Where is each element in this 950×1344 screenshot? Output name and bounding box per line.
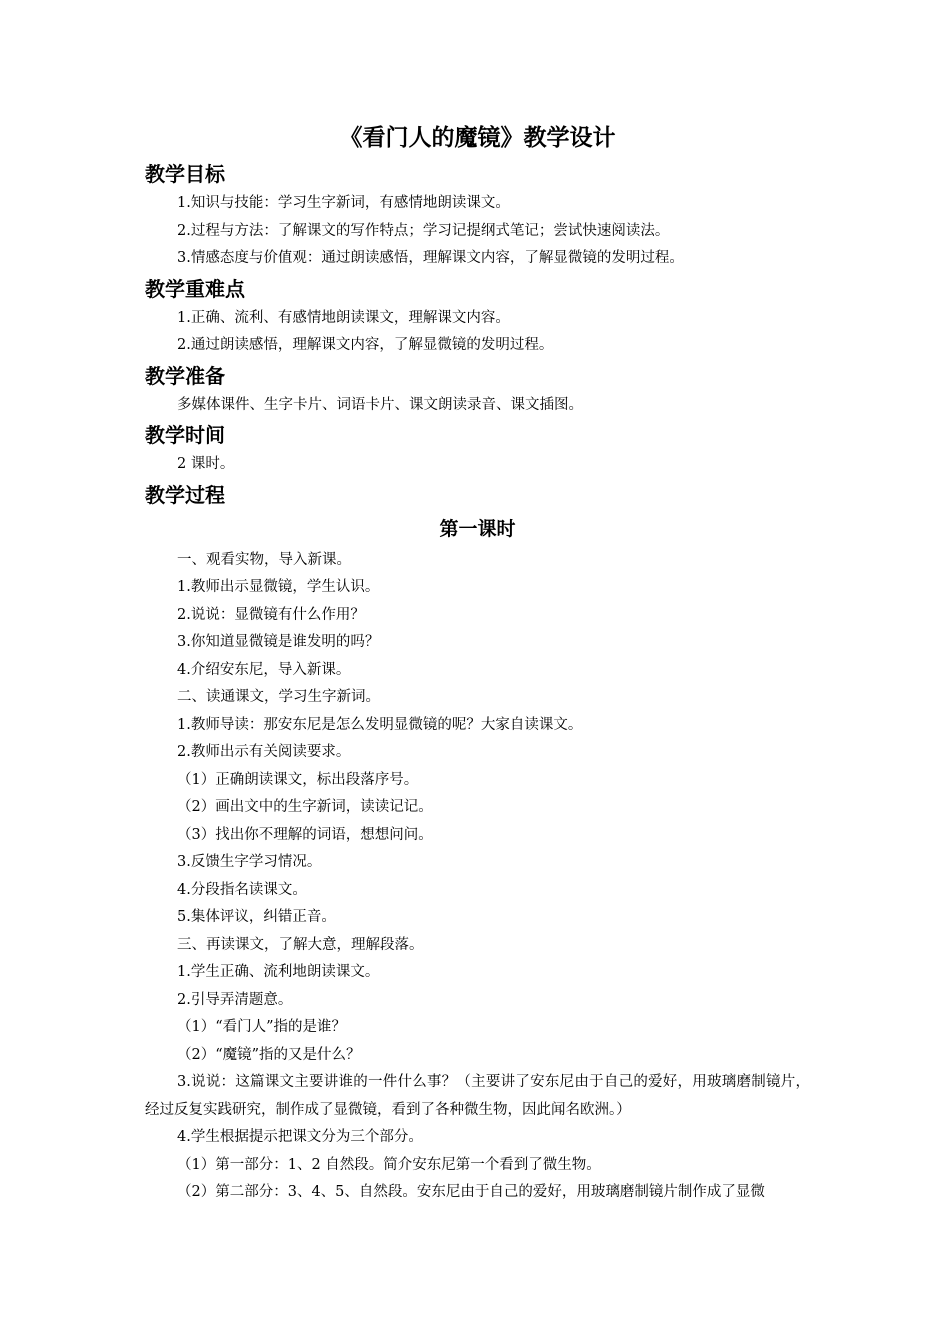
process-item: 2.说说：显微镜有什么作用？ [177,606,365,623]
process-item: 二、读通课文，学习生字新词。 [177,689,380,705]
section-heading-time: 教学时间 [145,423,225,447]
process-item: （2）画出文中的生字新词，读读记记。 [177,799,433,815]
key-point-item: 2.通过朗读感悟，理解课文内容，了解显微镜的发明过程。 [177,337,554,353]
section-heading-key-points: 教学重难点 [145,276,245,301]
goal-item: 3.情感态度与价值观：通过朗读感悟，理解课文内容，了解显微镜的发明过程。 [177,250,684,266]
section-heading-goals: 教学目标 [145,162,225,186]
key-point-item: 1.正确、流利、有感情地朗读课文，理解课文内容。 [177,309,510,326]
process-item: 3.说说：这篇课文主要讲谁的一件什么事？（主要讲了安东尼由于自己的爱好，用玻璃磨制镜片，经过反复实践研究，制作成了显微镜，看到了各种微生物，因此闻名欧洲。） [145,1074,810,1118]
process-item: 1.教师导读：那安东尼是怎么发明显微镜的呢？大家自读课文。 [177,716,583,733]
goal-item: 2.过程与方法：了解课文的写作特点；学习记提纲式笔记；尝试快速阅读法。 [177,222,670,239]
goal-item: 1.知识与技能：学习生字新词，有感情地朗读课文。 [177,195,510,211]
process-item: 4.学生根据提示把课文分为三个部分。 [177,1129,423,1145]
process-item: （3）找出你不理解的词语，想想问问。 [177,826,433,843]
time-item: 2 课时。 [177,456,235,472]
lesson-title: 第一课时 [439,517,516,540]
process-item: 4.分段指名读课文。 [177,881,307,898]
process-item: （2）“魔镜”指的又是什么？ [177,1046,361,1063]
process-item: 三、再读课文，了解大意，理解段落。 [177,936,424,953]
process-item: （1）“看门人”指的是谁？ [177,1019,347,1035]
process-item: 2.教师出示有关阅读要求。 [177,744,351,760]
process-item: （1）正确朗读课文，标出段落序号。 [177,771,419,788]
process-item: 5.集体评议，纠错正音。 [177,909,336,925]
process-item: 4.介绍安东尼，导入新课。 [177,661,351,678]
process-item: （2）第二部分：3、4、5、自然段。安东尼由于自己的爱好，用玻璃磨制镜片制作成了显微 [177,1184,765,1200]
preparation-item: 多媒体课件、生字卡片、词语卡片、课文朗读录音、课文插图。 [177,396,583,413]
process-item: （1）第一部分：1、2 自然段。简介安东尼第一个看到了微生物。 [177,1156,601,1173]
process-item: 1.教师出示显微镜，学生认识。 [177,579,380,595]
document-page [145,118,810,1207]
section-heading-preparation: 教学准备 [145,363,225,388]
process-item: 3.你知道显微镜是谁发明的吗？ [177,634,380,650]
document-title: 《看门人的魔镜》教学设计 [339,125,616,151]
process-item: 3.反馈生字学习情况。 [177,854,322,870]
section-heading-process: 教学过程 [145,482,225,507]
process-item: 2.引导弄清题意。 [177,991,293,1008]
process-item: 1.学生正确、流利地朗读课文。 [177,964,380,980]
process-item: 一、观看实物，导入新课。 [177,551,351,568]
